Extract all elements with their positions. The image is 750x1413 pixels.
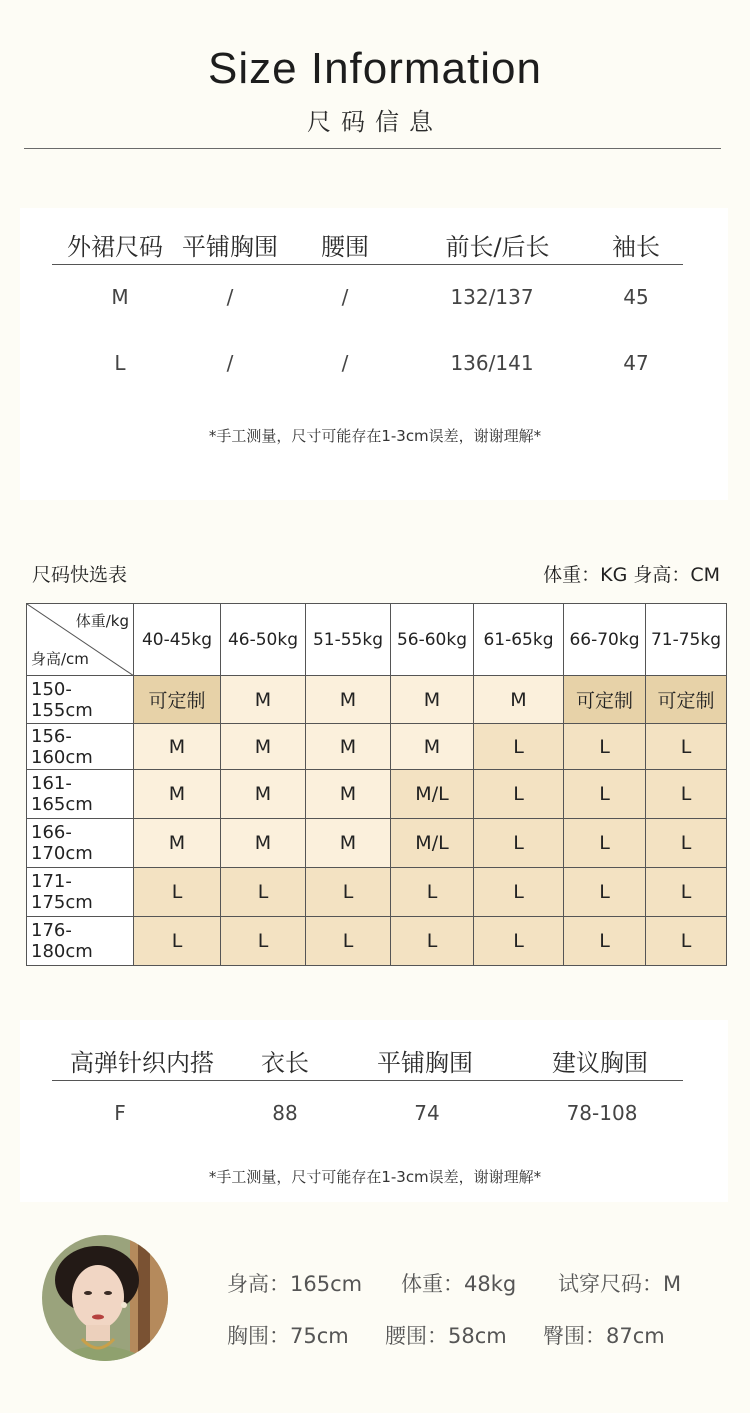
size-cell: L (391, 917, 474, 966)
garment-cell: 45 (623, 285, 649, 309)
knit-cell: 78-108 (566, 1101, 638, 1125)
size-cell: L (646, 917, 727, 966)
table-row (27, 868, 727, 917)
size-cell: M (221, 770, 306, 819)
size-cell: M (134, 724, 221, 770)
size-cell: L (646, 724, 727, 770)
model-waist: 腰围：58cm (385, 1324, 507, 1348)
height-row-header: 150-155cm (27, 676, 134, 724)
corner-weight-label: 体重/kg (75, 612, 129, 630)
height-row-header: 171-175cm (27, 868, 134, 917)
model-hip: 臀围：87cm (543, 1324, 665, 1348)
knit-header-rule (52, 1080, 683, 1081)
size-cell: L (391, 868, 474, 917)
model-height: 身高：165cm (227, 1272, 363, 1296)
size-cell: 可定制 (564, 676, 646, 724)
size-cell: M (134, 819, 221, 868)
measurement-note: *手工测量，尺寸可能存在1-3cm误差，谢谢理解* (208, 1168, 542, 1186)
garment-header-size: 外裙尺码 (67, 233, 163, 261)
knit-header-suggested-bust: 建议胸围 (552, 1049, 648, 1077)
weight-column-header: 56-60kg (391, 604, 474, 676)
garment-header-rule (52, 264, 683, 265)
knit-header-item: 高弹针织内搭 (70, 1049, 214, 1077)
garment-header-bust: 平铺胸围 (182, 233, 278, 261)
size-cell: L (474, 770, 564, 819)
weight-column-header: 46-50kg (221, 604, 306, 676)
size-cell: L (221, 917, 306, 966)
weight-column-header: 51-55kg (306, 604, 391, 676)
garment-cell: M (111, 285, 129, 309)
height-row-header: 161-165cm (27, 770, 134, 819)
garment-header-waist: 腰围 (321, 233, 369, 261)
garment-cell: / (341, 285, 349, 309)
measurement-note: *手工测量，尺寸可能存在1-3cm误差，谢谢理解* (208, 427, 542, 445)
size-cell: L (474, 917, 564, 966)
garment-cell: / (341, 351, 349, 375)
size-chart-corner (27, 604, 134, 676)
weight-column-header: 61-65kg (474, 604, 564, 676)
garment-cell: 132/137 (450, 285, 534, 309)
size-cell: L (564, 724, 646, 770)
size-cell: L (306, 868, 391, 917)
size-chart-title: 尺码快选表 (32, 564, 128, 586)
garment-header-sleeve: 袖长 (612, 233, 660, 261)
size-cell: M (391, 724, 474, 770)
size-cell: M/L (391, 819, 474, 868)
weight-column-header: 40-45kg (134, 604, 221, 676)
garment-cell: / (226, 351, 234, 375)
size-cell: L (221, 868, 306, 917)
size-cell: L (646, 770, 727, 819)
size-cell: L (134, 917, 221, 966)
size-cell: M (221, 724, 306, 770)
size-chart-units: 体重：KG 身高：CM (543, 564, 720, 586)
table-row (27, 676, 727, 724)
size-cell: L (646, 868, 727, 917)
height-row-header: 156-160cm (27, 724, 134, 770)
size-cell: L (564, 770, 646, 819)
size-cell: L (306, 917, 391, 966)
size-cell: L (134, 868, 221, 917)
garment-cell: 136/141 (450, 351, 534, 375)
height-row-header: 166-170cm (27, 819, 134, 868)
size-cell: M (306, 676, 391, 724)
table-row (27, 819, 727, 868)
table-row (27, 917, 727, 966)
table-row (27, 724, 727, 770)
knit-cell: 74 (414, 1101, 440, 1125)
size-cell: L (564, 917, 646, 966)
model-bust: 胸围：75cm (227, 1324, 349, 1348)
garment-cell: / (226, 285, 234, 309)
weight-column-header: 66-70kg (564, 604, 646, 676)
size-chart-table (26, 603, 727, 966)
model-avatar (42, 1235, 168, 1361)
model-weight: 体重：48kg (401, 1272, 517, 1296)
size-cell: L (474, 868, 564, 917)
size-cell: M (306, 819, 391, 868)
size-cell: M (134, 770, 221, 819)
size-cell: 可定制 (134, 676, 221, 724)
knit-header-bust: 平铺胸围 (377, 1049, 473, 1077)
weight-column-header: 71-75kg (646, 604, 727, 676)
table-row (27, 770, 727, 819)
size-cell: M (391, 676, 474, 724)
garment-header-length: 前长/后长 (445, 233, 550, 261)
size-cell: M (306, 724, 391, 770)
size-cell: L (474, 724, 564, 770)
size-cell: M (474, 676, 564, 724)
knit-cell: F (114, 1101, 126, 1125)
page-title: Size Information (208, 44, 542, 93)
corner-height-label: 身高/cm (31, 650, 89, 668)
knit-header-length: 衣长 (261, 1049, 309, 1077)
size-cell: M (221, 676, 306, 724)
size-cell: L (564, 868, 646, 917)
height-row-header: 176-180cm (27, 917, 134, 966)
size-cell: L (564, 819, 646, 868)
page-subtitle: 尺码信息 (307, 108, 443, 136)
size-cell: L (474, 819, 564, 868)
garment-cell: L (114, 351, 126, 375)
garment-cell: 47 (623, 351, 649, 375)
size-cell: L (646, 819, 727, 868)
size-cell: M/L (391, 770, 474, 819)
knit-cell: 88 (272, 1101, 298, 1125)
size-cell: M (306, 770, 391, 819)
size-cell: M (221, 819, 306, 868)
size-cell: 可定制 (646, 676, 727, 724)
model-trial-size: 试穿尺码：M (558, 1272, 682, 1296)
header-divider (24, 148, 721, 149)
